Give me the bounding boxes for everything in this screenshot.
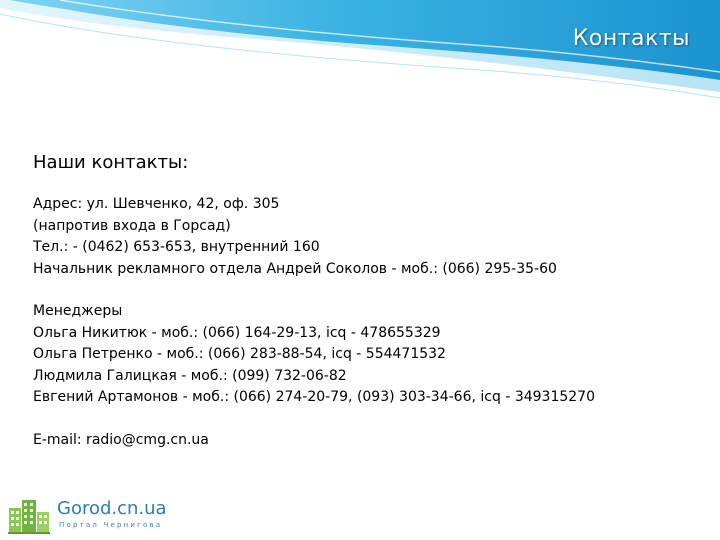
address-landmark-line: (напротив входа в Горсад) <box>33 217 231 234</box>
building-icon <box>8 498 54 534</box>
header-wave-band <box>0 0 720 130</box>
managers-heading: Менеджеры <box>33 303 123 319</box>
logo-name: Gorod.cn.ua <box>57 498 167 519</box>
address-block <box>33 194 693 280</box>
manager-item: Людмила Галицкая - моб.: (099) 732-06-82 <box>33 367 347 384</box>
gorod-logo[interactable] <box>8 496 178 536</box>
slide-title: Контакты <box>572 26 690 51</box>
phone-line: Тел.: - (0462) 653-653, внутренний 160 <box>33 239 320 255</box>
ad-department-head-line: Начальник рекламного отдела Андрей Соколов - моб.: (066) 295-35-60 <box>33 260 557 277</box>
logo-tagline: Портал Чернигова <box>59 521 163 529</box>
managers-block <box>33 301 693 409</box>
manager-item: Ольга Никитюк - моб.: (066) 164-29-13, icq - 478655329 <box>33 324 441 341</box>
address-line: Адрес: ул. Шевченко, 42, оф. 305 <box>33 196 280 212</box>
email-line[interactable]: E-mail: radio@cmg.cn.ua <box>33 431 209 448</box>
manager-item: Ольга Петренко - моб.: (066) 283-88-54, icq - 554471532 <box>33 346 446 362</box>
contacts-heading: Наши контакты: <box>33 152 189 173</box>
header-wave-graphic <box>0 0 720 130</box>
contacts-content <box>33 150 693 451</box>
manager-item: Евгений Артамонов - моб.: (066) 274-20-79, (093) 303-34-66, icq - 349315270 <box>33 389 595 405</box>
